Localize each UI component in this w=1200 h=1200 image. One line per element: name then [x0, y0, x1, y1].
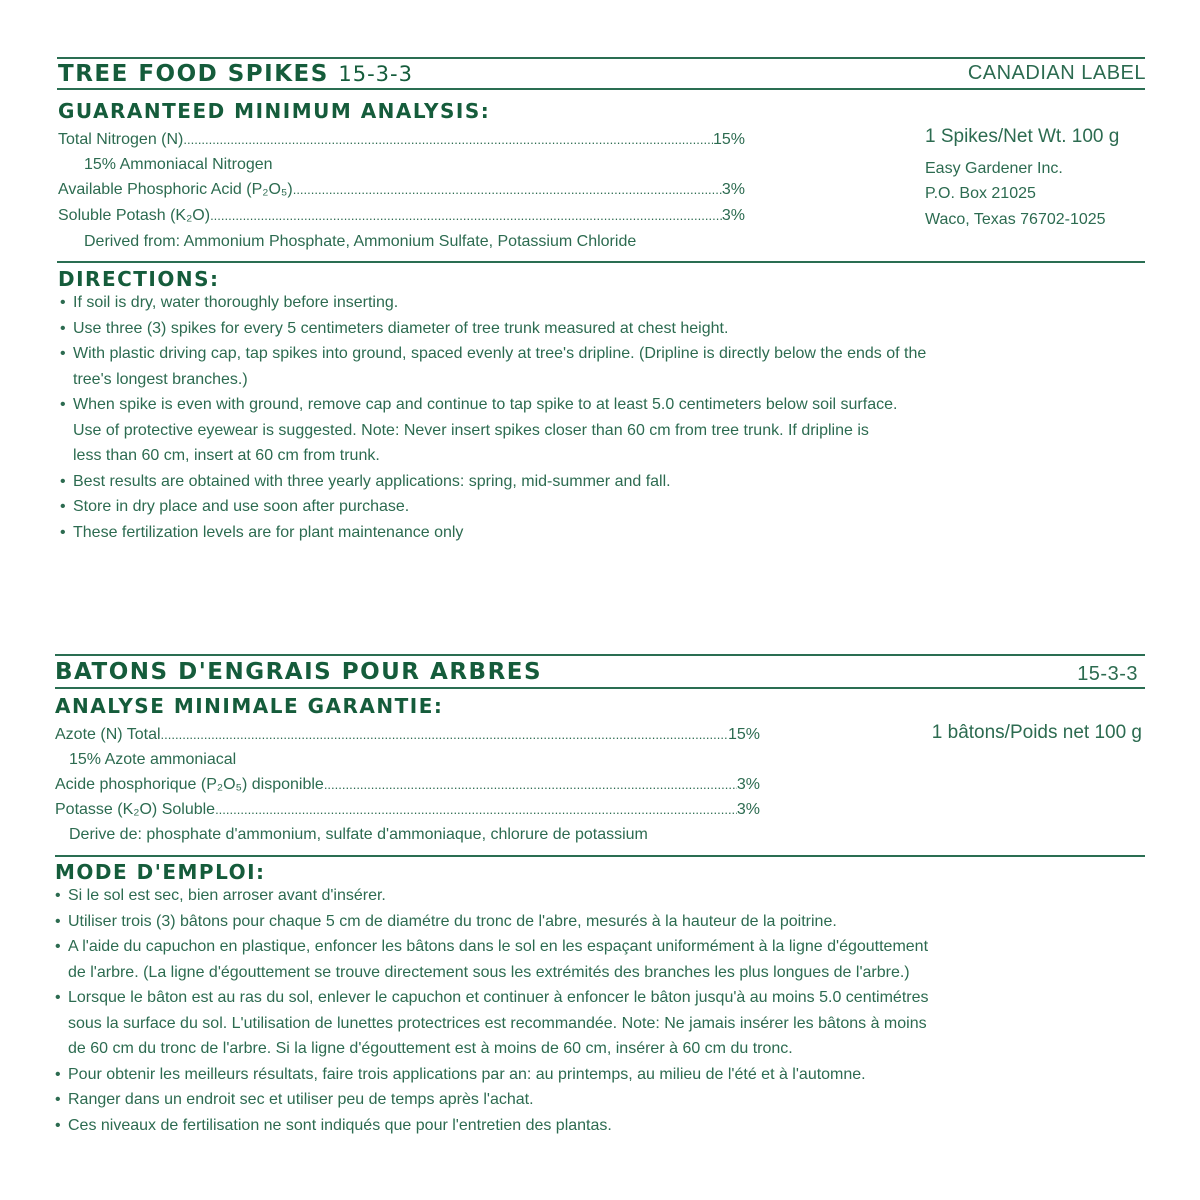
leader-dots: [210, 203, 722, 228]
french-net-weight: 1 bâtons/Poids net 100 g: [931, 722, 1142, 743]
analysis-heading: GUARANTEED MINIMUM ANALYSIS:: [58, 99, 491, 123]
french-ratio: 15-3-3: [1077, 663, 1138, 685]
french-title: BATONS D'ENGRAIS POUR ARBRES: [55, 659, 543, 685]
direction-item: • These fertilization levels are for plant maintenance only: [58, 520, 926, 546]
direction-item: • Si le sol est sec, bien arroser avant d'insérer.: [53, 883, 928, 909]
analysis-name: Acide phosphorique (P₂O₅) disponible: [55, 776, 324, 793]
analysis-row: [58, 229, 636, 254]
analysis-name: Derive de: phosphate d'ammonium, sulfate d'ammoniaque, chlorure de potassium: [69, 826, 648, 843]
analysis-name: Azote (N) Total: [55, 726, 161, 743]
analysis-value: 15%: [712, 131, 745, 148]
french-net-weight-block: [932, 720, 1142, 746]
direction-item: • Best results are obtained with three yearly applications: spring, mid-summer and fall.: [58, 469, 926, 495]
direction-item: • Ranger dans un endroit sec et utiliser peu de temps après l'achat.: [53, 1087, 928, 1113]
canadian-label: CANADIAN LABEL: [967, 62, 1146, 84]
leader-dots: [324, 772, 737, 797]
direction-item: • Ces niveaux de fertilisation ne sont indiqués que pour l'entretien des plantas.: [53, 1113, 928, 1139]
direction-item: • Use three (3) spikes for every 5 centimeters diameter of tree trunk measured at chest height.: [58, 316, 926, 342]
analysis-value: 15%: [727, 726, 760, 743]
leader-dots: [215, 797, 737, 822]
french-top-rule: [55, 654, 1145, 656]
analysis-value: 3%: [736, 776, 760, 793]
top-rule: [57, 57, 1145, 59]
analysis-row: [55, 747, 236, 772]
directions-heading: DIRECTIONS:: [58, 267, 220, 291]
analysis-row: [58, 177, 745, 202]
french-directions-heading: MODE D'EMPLOI:: [55, 860, 266, 884]
direction-item: • Utiliser trois (3) bâtons pour chaque 5 cm de diamétre du tronc de l'abre, mesurés à la hauteur de la poitrine.: [53, 909, 928, 935]
analysis-name: Potasse (K₂O) Soluble: [55, 801, 216, 818]
company-city: Waco, Texas 76702-1025: [925, 210, 1106, 228]
direction-item: • Store in dry place and use soon after purchase.: [58, 494, 926, 520]
analysis-row: [58, 203, 745, 228]
direction-item: • A l'aide du capuchon en plastique, enfoncer les bâtons dans le sol en les espaçant uniformément à la ligne d'égouttement de l'arbre. (La ligne d'égouttement se trouve directement sous les extrémités des branches les plus longues de l'arbre.): [53, 934, 928, 985]
french-analysis-heading: ANALYSE MINIMALE GARANTIE:: [55, 694, 444, 718]
directions-list: [58, 290, 926, 545]
direction-item: • If soil is dry, water thoroughly before inserting.: [58, 290, 926, 316]
company-name: Easy Gardener Inc.: [925, 159, 1063, 177]
analysis-name: Soluble Potash (K₂O): [58, 207, 211, 224]
company-address: P.O. Box 21025: [925, 185, 1036, 202]
direction-item: • When spike is even with ground, remove cap and continue to tap spike to at least 5.0 centimeters below soil surface. Use of protective eyewear is suggested. Note: Never insert spikes closer than 60 cm from tree trunk. If dripline is less than 60 cm, insert at 60 cm from trunk.: [58, 392, 926, 469]
leader-dots: [183, 127, 713, 152]
english-ratio: 15-3-3: [338, 62, 413, 86]
analysis-value: 3%: [721, 181, 745, 198]
analysis-row: [55, 797, 760, 822]
title-rule: [57, 88, 1145, 90]
company-info: [925, 124, 1119, 232]
analysis-value: 3%: [721, 207, 745, 224]
direction-item: • Pour obtenir les meilleurs résultats, faire trois applications par an: au printemps, au milieu de l'été et à l'automne.: [53, 1062, 928, 1088]
english-title-text: TREE FOOD SPIKES: [58, 61, 329, 87]
analysis-row: [55, 722, 760, 747]
analysis-name: Derived from: Ammonium Phosphate, Ammonium Sulfate, Potassium Chloride: [84, 233, 637, 250]
direction-item: • With plastic driving cap, tap spikes into ground, spaced evenly at tree's dripline. (Dripline is directly below the ends of the tree's longest branches.): [58, 341, 926, 392]
leader-dots: [161, 722, 728, 747]
analysis-value: 3%: [736, 801, 760, 818]
analysis-row: [58, 152, 273, 177]
analysis-name: 15% Azote ammoniacal: [69, 751, 237, 768]
french-directions-list: [53, 883, 928, 1138]
analysis-row: [58, 127, 745, 152]
french-section-rule: [55, 855, 1145, 857]
analysis-name: 15% Ammoniacal Nitrogen: [84, 156, 273, 173]
analysis-row: [55, 772, 760, 797]
analysis-name: Available Phosphoric Acid (P₂O₅): [58, 181, 293, 198]
french-title-rule: [55, 687, 1145, 689]
analysis-name: Total Nitrogen (N): [58, 131, 184, 148]
english-title: [58, 61, 413, 87]
leader-dots: [293, 177, 722, 202]
net-weight: 1 Spikes/Net Wt. 100 g: [925, 126, 1120, 147]
direction-item: • Lorsque le bâton est au ras du sol, enlever le capuchon et continuer à enfoncer le bâton jusqu'à au moins 5.0 centimétres sous la surface du sol. L'utilisation de lunettes protectrices est recommandée. Note: Ne jamais insérer les bâtons à moins de 60 cm du tronc de l'arbre. Si la ligne d'égouttement est à moins de 60 cm, insérer à 60 cm du tronc.: [53, 985, 928, 1062]
analysis-row: [55, 822, 648, 847]
section-rule: [57, 261, 1145, 263]
